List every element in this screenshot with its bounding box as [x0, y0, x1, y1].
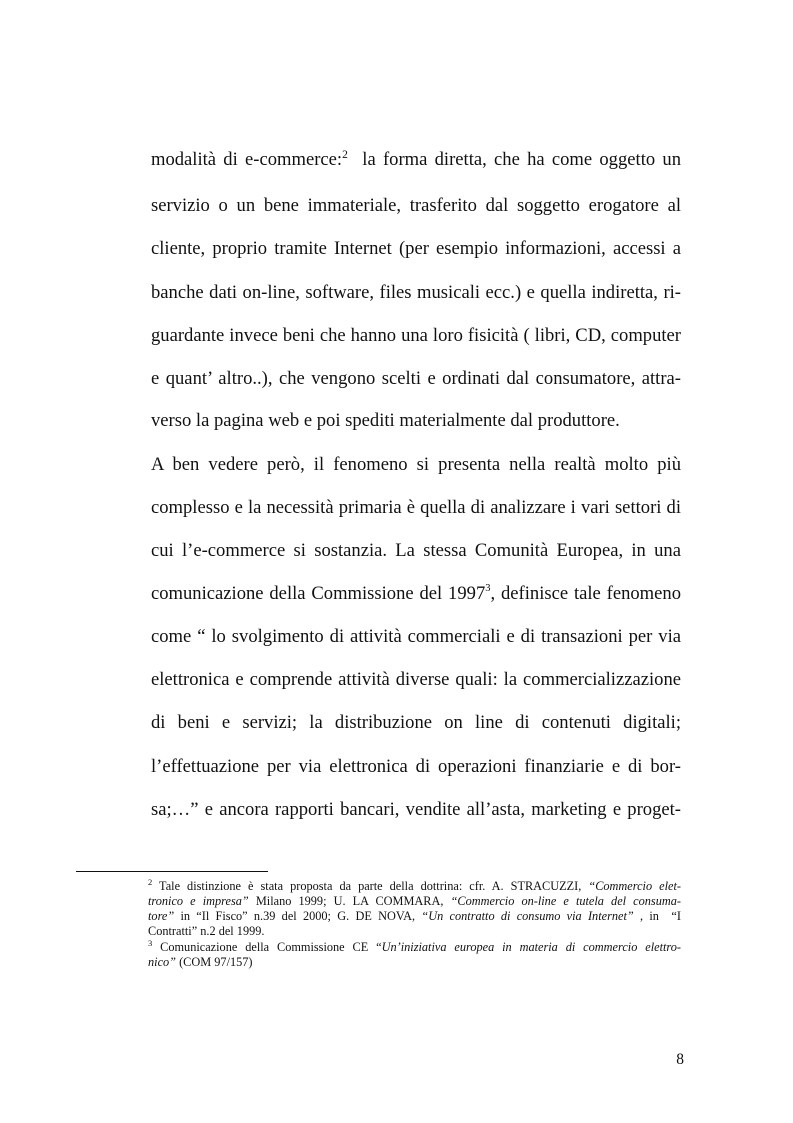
- body-line-8: A ben vedere però, il fenomeno si presenta nella realtà molto più: [151, 454, 681, 475]
- footnote-2-line-3: tore” in “Il Fisco” n.39 del 2000; G. DE NOVA, “Un contratto di consumo via Internet” , in “I: [148, 909, 681, 923]
- footnote-ref-3: 3: [485, 583, 491, 594]
- body-line-9: complesso e la necessità primaria è quella di analizzare i vari settori di: [151, 497, 681, 518]
- body-line-7: verso la pagina web e poi spediti materialmente dal produttore.: [151, 410, 620, 431]
- footnote-2-line-2: tronico e impresa” Milano 1999; U. LA COMMARA, “Commercio on-line e tutela del consuma-: [148, 894, 681, 908]
- footnote-3-line-1: $^3$ Comunicazione della Commissione CE “Un’iniziativa europea in materia di commercio elettro-: [148, 938, 681, 954]
- body-line-14: di beni e servizi; la distribuzione on line di contenuti digitali;: [151, 712, 681, 733]
- footnote-3-line-2: nico” (COM 97/157): [148, 955, 253, 969]
- body-line-11: comunicazione della Commissione del 1997$^3$, definisce tale fenomeno: [151, 583, 681, 604]
- footnote-separator: [76, 871, 268, 872]
- body-line-13: elettronica e comprende attività diverse quali: la commercializzazione: [151, 669, 681, 690]
- body-line-5: guardante invece beni che hanno una loro fisicità ( libri, CD, computer: [151, 325, 681, 346]
- body-line-4: banche dati on-line, software, files musicali ecc.) e quella indiretta, ri-: [151, 282, 681, 303]
- body-line-10: cui l’e-commerce si sostanzia. La stessa Comunità Europea, in una: [151, 540, 681, 561]
- body-line-15: l’effettuazione per via elettronica di operazioni finanziarie e di bor-: [151, 756, 681, 777]
- footnote-2-line-4: Contratti” n.2 del 1999.: [148, 924, 265, 938]
- body-line-2: servizio o un bene immateriale, trasferito dal soggetto erogatore al: [151, 195, 681, 216]
- body-line-6: e quant’ altro..), che vengono scelti e ordinati dal consumatore, attra-: [151, 368, 681, 389]
- page-number: 8: [676, 1051, 684, 1068]
- footnote-2-line-1: $^2$ Tale distinzione è stata proposta da parte della dottrina: cfr. A. STRACUZZI, “Commercio elet-: [148, 877, 681, 893]
- body-line-12: come “ lo svolgimento di attività commerciali e di transazioni per via: [151, 626, 681, 647]
- body-line-1: modalità di e-commerce:$^2$ la forma diretta, che ha come oggetto un: [151, 149, 681, 170]
- footnote-ref-2: 2: [342, 149, 348, 161]
- body-line-3: cliente, proprio tramite Internet (per esempio informazioni, accessi a: [151, 238, 681, 259]
- body-line-16: sa;…” e ancora rapporti bancari, vendite all’asta, marketing e proget-: [151, 799, 681, 820]
